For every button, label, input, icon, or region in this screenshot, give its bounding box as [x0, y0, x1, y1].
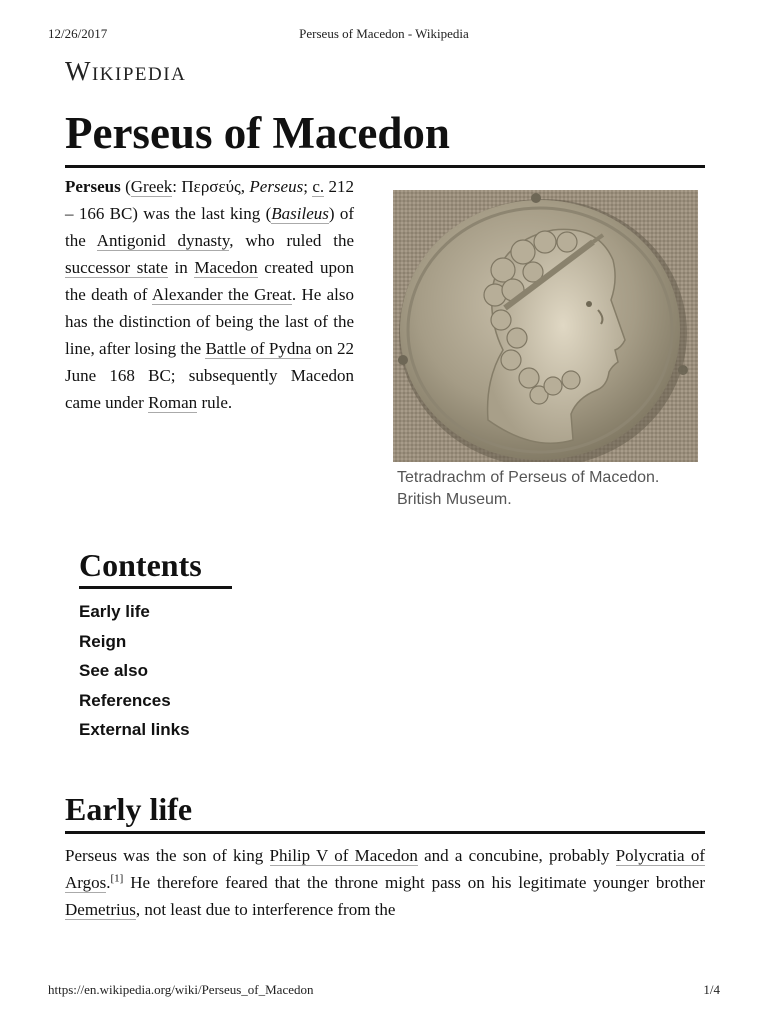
- section-heading-early-life: Early life: [65, 789, 705, 834]
- link-polycratia-of-argos[interactable]: Polycratia of Argos: [65, 846, 705, 892]
- table-of-contents: [79, 546, 232, 745]
- link-philip-v[interactable]: Philip V of Macedon: [269, 846, 418, 865]
- tetradrachm-coin-image[interactable]: [393, 190, 698, 462]
- contents-item-references[interactable]: References: [79, 690, 171, 710]
- contents-item-external-links[interactable]: External links: [79, 720, 190, 739]
- coin-figure: [393, 190, 698, 511]
- link-circa[interactable]: c.: [312, 177, 325, 196]
- print-url: https://en.wikipedia.org/wiki/Perseus_of_Macedon: [48, 982, 314, 997]
- print-page-number: 1/4: [703, 982, 720, 997]
- print-date: 12/26/2017: [48, 26, 108, 41]
- link-greek[interactable]: Greek: [130, 177, 173, 196]
- link-macedon[interactable]: Macedon: [194, 258, 258, 277]
- article-title: Perseus of Macedon: [65, 107, 705, 168]
- link-roman[interactable]: Roman: [148, 393, 198, 412]
- contents-item-see-also[interactable]: See also: [79, 661, 148, 680]
- image-caption: Tetradrachm of Perseus of Macedon. British Museum.: [397, 469, 660, 508]
- link-successor-state[interactable]: successor state: [65, 258, 168, 277]
- early-life-paragraph: Perseus was the son of king Philip V of Macedon and a concubine, probably Polycratia of Argos.[1] He therefore feared that the throne might pass on his legitimate younger brother Demetrius, not least due to interference from the: [65, 846, 705, 919]
- print-page-title: Perseus of Macedon - Wikipedia: [299, 26, 469, 41]
- latin-name: Perseus: [249, 177, 304, 196]
- contents-item-early-life[interactable]: Early life: [79, 602, 150, 621]
- link-demetrius[interactable]: Demetrius: [65, 900, 136, 919]
- link-battle-of-pydna[interactable]: Battle of Pydna: [205, 339, 312, 358]
- link-basileus[interactable]: Basileus: [271, 204, 329, 223]
- contents-item-reign[interactable]: Reign: [79, 631, 127, 651]
- contents-heading: Contents: [79, 546, 232, 589]
- contents-list: [79, 597, 232, 745]
- reference-1[interactable]: [1]: [110, 872, 124, 885]
- intro-paragraph: Perseus (Greek: Περσεύς, Perseus; c. 212 – 166 BC) was the last king (Basileus) of the Antigonid dynasty, who ruled the successor state in Macedon created upon the death of Alexander the Great. He also has the distinction of being the last of the line, after losing the Battle of Pydna on 22 June 168 BC; subsequently Macedon came under Roman rule.: [65, 177, 355, 412]
- wikipedia-logo[interactable]: Wikipedia: [65, 56, 187, 86]
- link-alexander-the-great[interactable]: Alexander the Great: [151, 285, 292, 304]
- link-antigonid-dynasty[interactable]: Antigonid dynasty: [96, 231, 230, 250]
- subject-name: Perseus: [65, 177, 121, 196]
